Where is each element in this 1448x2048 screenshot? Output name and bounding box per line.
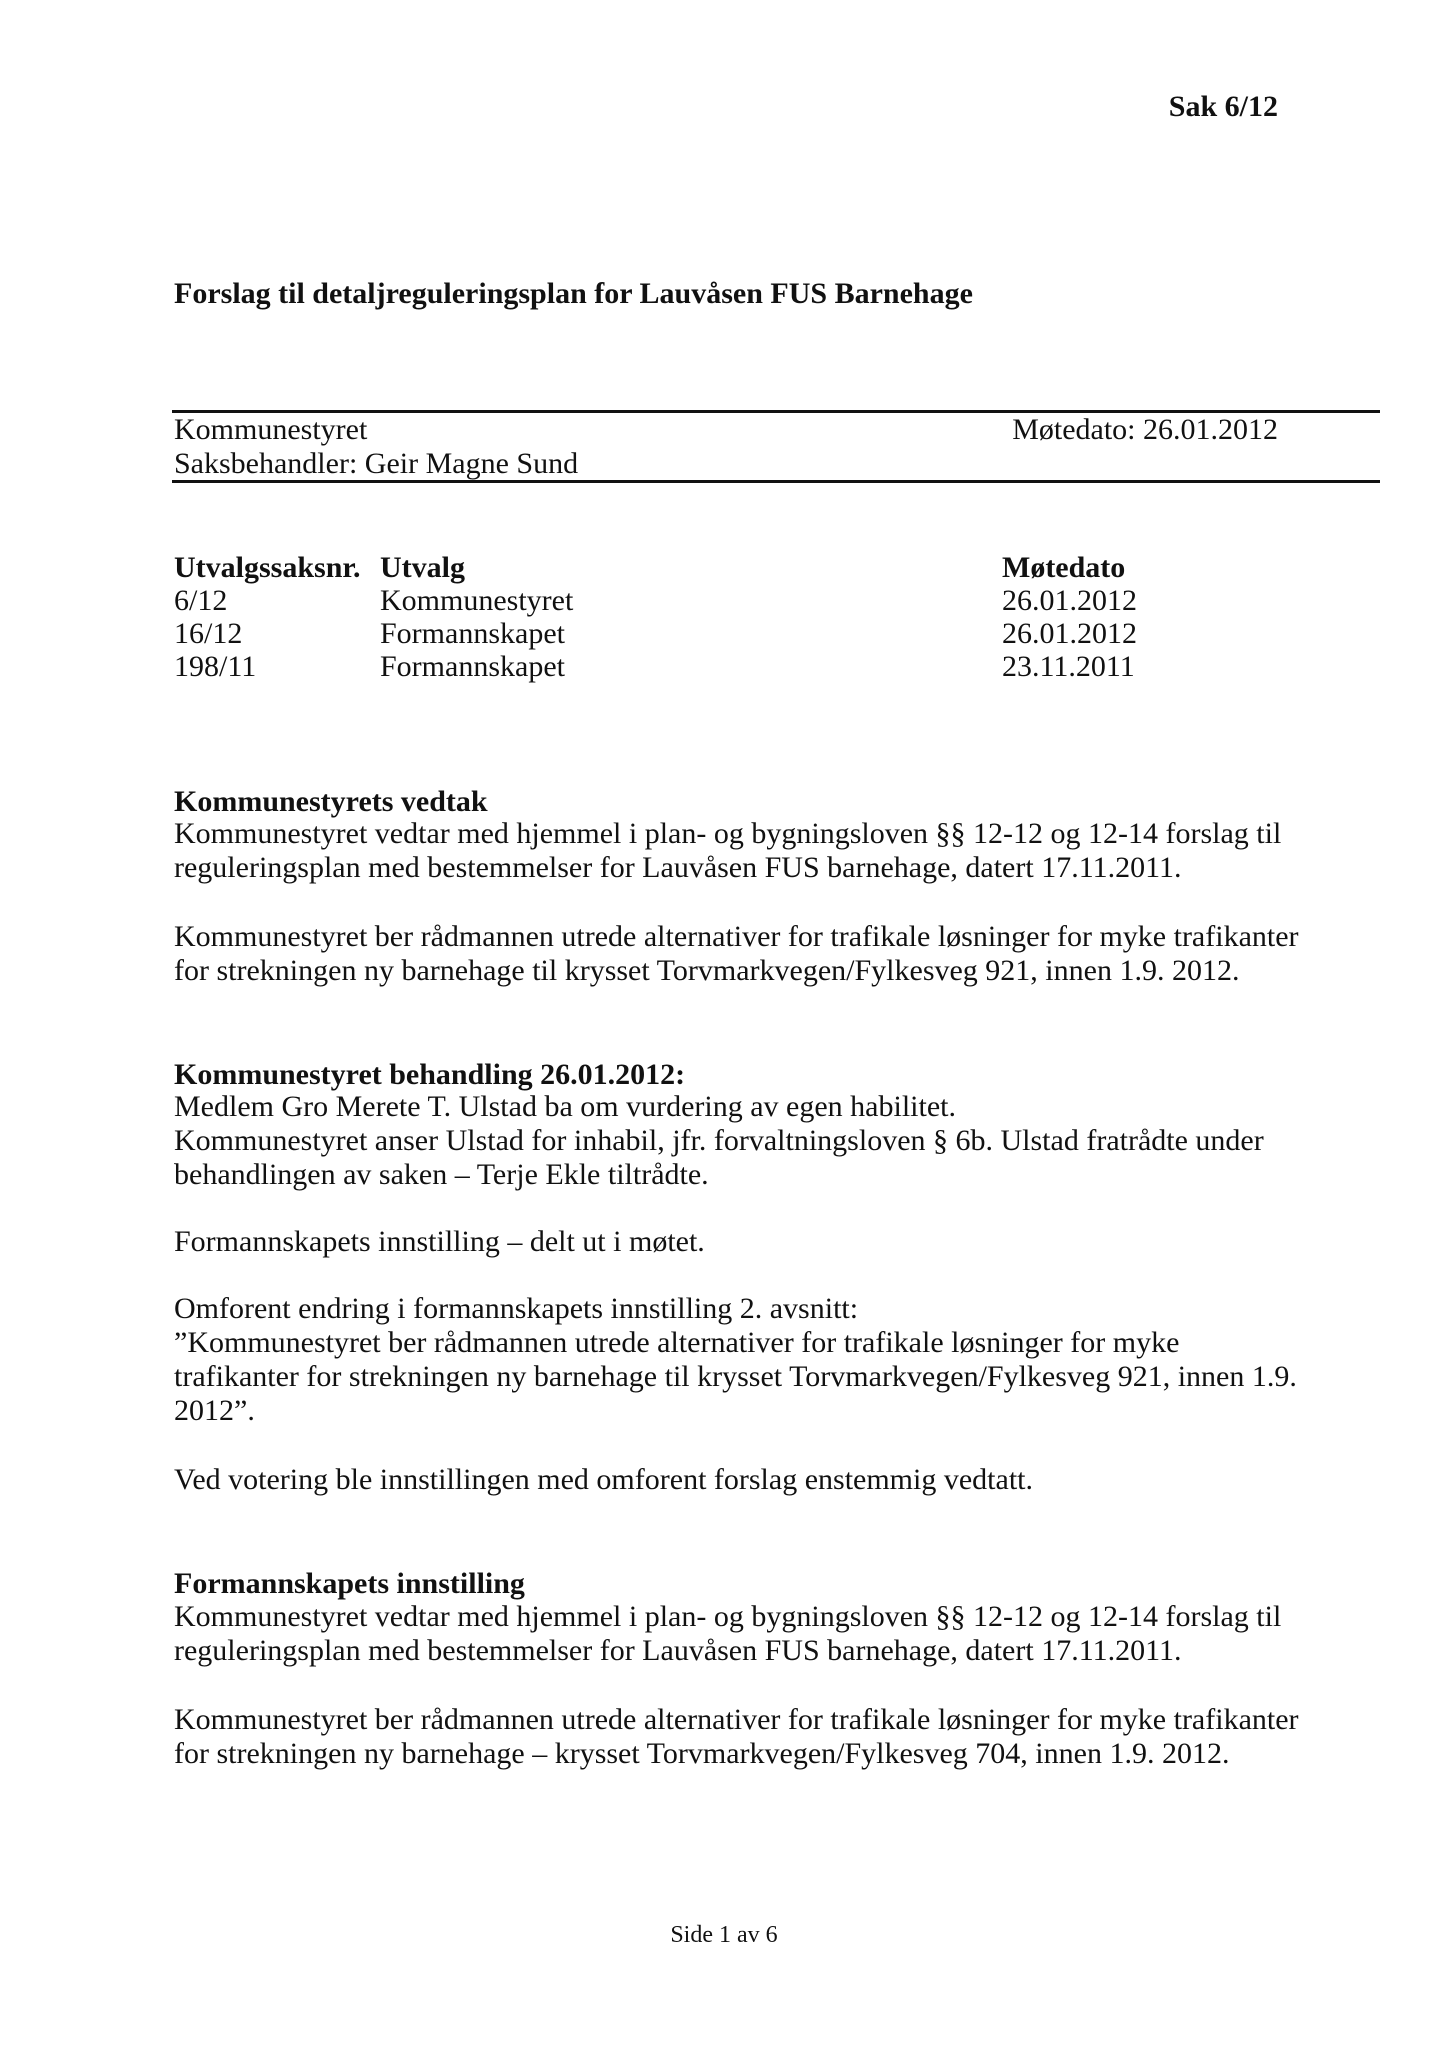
section-heading-council-proceedings: Kommunestyret behandling 26.01.2012: [174,1058,686,1091]
header-case-number: Utvalgssaksnr. [174,551,361,584]
header-committee: Utvalg [380,551,465,584]
row-case-number: 198/11 [174,650,257,683]
committee-table [174,551,1274,691]
row-committee: Formannskapet [380,650,565,683]
row-meeting-date: 26.01.2012 [1002,617,1137,650]
paragraph: Kommunestyret ber rådmannen utrede alternativer for trafikale løsninger for myke trafikanter for strekningen ny barnehage – krysset Torvmarkvegen/Fylkesveg 704, innen 1.9. 2012. [174,1703,1299,1770]
case-number: Sak 6/12 [1168,90,1278,123]
row-case-number: 16/12 [174,617,243,650]
row-meeting-date: 26.01.2012 [1002,584,1137,617]
paragraph: Ved votering ble innstillingen med omforent forslag enstemmig vedtatt. [174,1463,1033,1496]
paragraph: Kommunestyret vedtar med hjemmel i plan- og bygningsloven §§ 12-12 og 12-14 forslag til reguleringsplan med bestemmelser for Lauvåsen FUS barnehage, datert 17.11.2011. [174,817,1282,884]
meta-meeting-date: Møtedato: 26.01.2012 [1012,413,1278,446]
document-title: Forslag til detaljreguleringsplan for Lauvåsen FUS Barnehage [174,277,973,310]
section-heading-executive-recommendation: Formannskapets innstilling [174,1567,525,1600]
meta-body: Kommunestyret [174,413,368,446]
row-meeting-date: 23.11.2011 [1002,650,1135,683]
table-row [174,617,1274,651]
row-committee: Kommunestyret [380,584,574,617]
header-meeting-date: Møtedato [1002,551,1126,584]
meta-bottom-rule [172,480,1380,483]
section-heading-council-decision: Kommunestyrets vedtak [174,785,488,818]
table-row [174,584,1274,618]
paragraph: Kommunestyret vedtar med hjemmel i plan- og bygningsloven §§ 12-12 og 12-14 forslag til reguleringsplan med bestemmelser for Lauvåsen FUS barnehage, datert 17.11.2011. [174,1600,1282,1667]
paragraph: Kommunestyret ber rådmannen utrede alternativer for trafikale løsninger for myke trafikanter for strekningen ny barnehage til krysset Torvmarkvegen/Fylkesveg 921, innen 1.9. 2012. [174,920,1299,987]
table-row [174,650,1274,684]
table-header-row [174,551,1274,585]
meta-case-handler: Saksbehandler: Geir Magne Sund [174,447,579,480]
paragraph: Formannskapets innstilling – delt ut i møtet. [174,1225,705,1258]
paragraph: Medlem Gro Merete T. Ulstad ba om vurdering av egen habilitet. Kommunestyret anser Ulstad for inhabil, jfr. forvaltningsloven § 6b. Ulstad fratrådte under behandlingen av saken – Terje Ekle tiltrådte. [174,1090,1264,1191]
row-case-number: 6/12 [174,584,228,617]
paragraph: Omforent endring i formannskapets innstilling 2. avsnitt: ”Kommunestyret ber rådmannen utrede alternativer for trafikale løsninger for myke trafikanter for strekningen ny barnehage til krysset Torvmarkvegen/Fylkesveg 921, innen 1.9. 2012”. [174,1292,1297,1427]
page-footer: Side 1 av 6 [670,1922,778,1948]
row-committee: Formannskapet [380,617,565,650]
